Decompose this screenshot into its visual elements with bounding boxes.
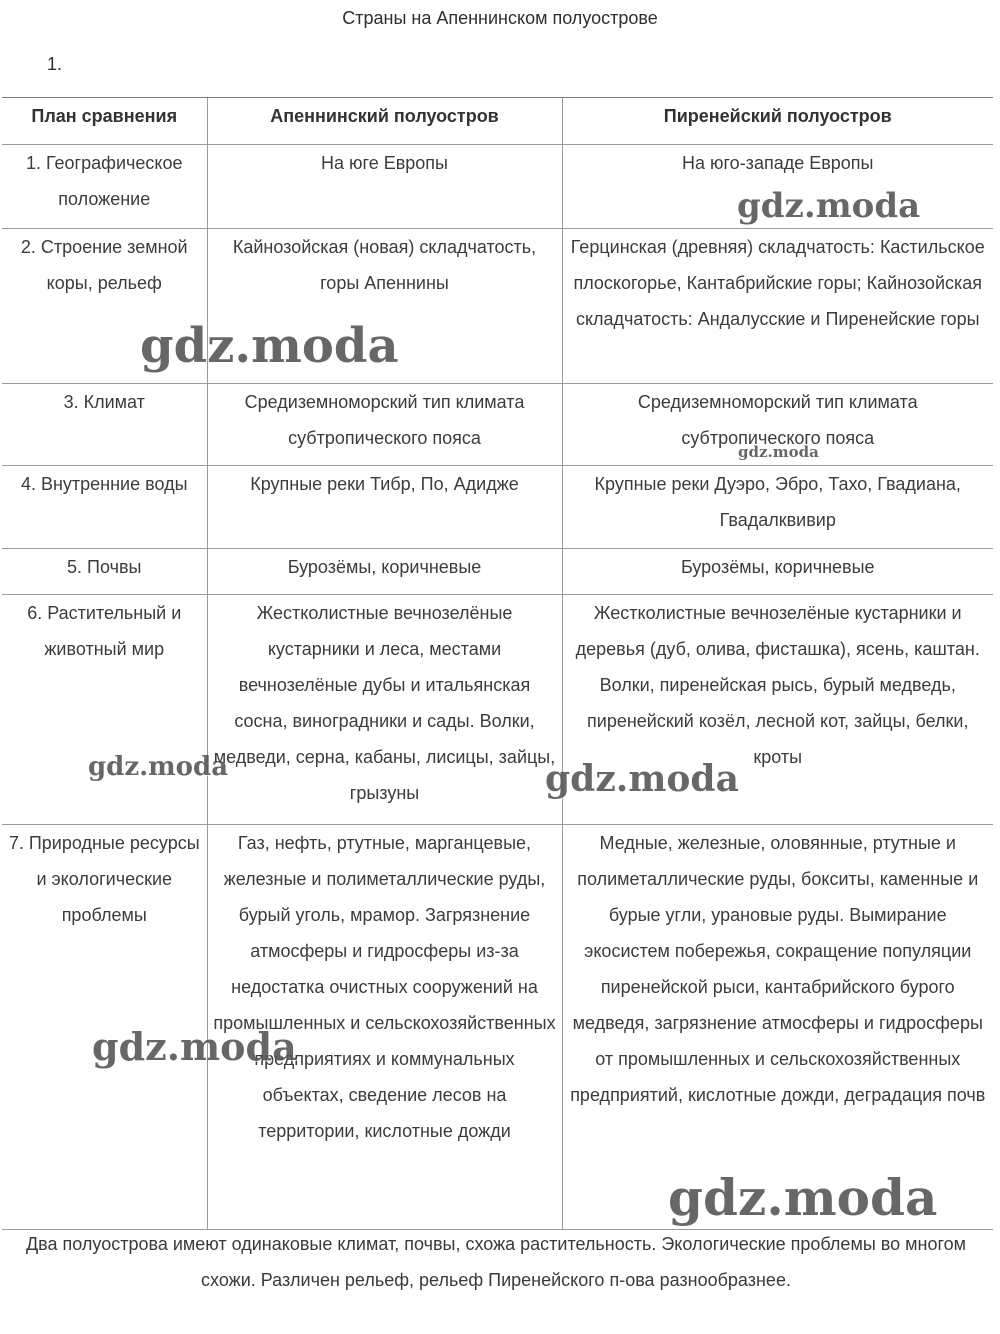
criterion-cell: 5. Почвы [2, 549, 207, 595]
iberian-cell: Жестколистные вечнозелёные кустарники и деревья (дуб, олива, фисташка), ясень, каштан. Волки, пиренейская рысь, бурый медведь, пиренейский козёл, лесной кот, зайцы, белки, кроты [562, 595, 993, 825]
column-header: Апеннинский полуостров [207, 98, 562, 145]
iberian-cell: Медные, железные, оловянные, ртутные и полиметаллические руды, бокситы, каменные и бурые угли, урановые руды. Вымирание экосистем побережья, сокращение популяции пиренейской рыси, кантабрийского бурого медведя, загрязнение атмосферы и гидросферы от промышленных и сельскохозяйственных предприятий, кислотные дожди, деградация почв [562, 825, 993, 1230]
iberian-cell: Крупные реки Дуэро, Эбро, Тахо, Гвадиана, Гвадалквивир [562, 466, 993, 549]
watermark: gdz.moda [668, 1168, 938, 1227]
watermark: gdz.moda [738, 443, 819, 461]
page-title: Страны на Апеннинском полуострове [342, 8, 658, 28]
criterion-cell: 4. Внутренние воды [2, 466, 207, 549]
column-header: План сравнения [2, 98, 207, 145]
criterion-cell: 2. Строение земной коры, рельеф [2, 229, 207, 384]
criterion-cell: 6. Растительный и животный мир [2, 595, 207, 825]
apennine-cell: Крупные реки Тибр, По, Адидже [207, 466, 562, 549]
iberian-cell: Средиземноморский тип климата субтропического пояса [562, 384, 993, 466]
apennine-cell: На юге Европы [207, 145, 562, 229]
table-row [2, 595, 993, 825]
apennine-cell: Средиземноморский тип климата субтропического пояса [207, 384, 562, 466]
column-header: Пиренейский полуостров [562, 98, 993, 145]
apennine-cell: Кайнозойская (новая) складчатость, горы Апеннины [207, 229, 562, 384]
table-row [2, 466, 993, 549]
iberian-cell: Бурозёмы, коричневые [562, 549, 993, 595]
criterion-cell: 7. Природные ресурсы и экологические проблемы [2, 825, 207, 1230]
criterion-cell: 3. Климат [2, 384, 207, 466]
table-row [2, 549, 993, 595]
iberian-cell: Герцинская (древняя) складчатость: Кастильское плоскогорье, Кантабрийские горы; Кайнозойская складчатость: Андалусские и Пиренейские горы [562, 229, 993, 384]
watermark: gdz.moda [737, 186, 921, 226]
criterion-cell: 1. Географическое положение [2, 145, 207, 229]
watermark: gdz.moda [88, 752, 229, 782]
apennine-cell: Жестколистные вечнозелёные кустарники и леса, местами вечнозелёные дубы и итальянская сосна, виноградники и сады. Волки, медведи, серна, кабаны, лисицы, зайцы, грызуны [207, 595, 562, 825]
table-header-row [2, 98, 993, 145]
summary-text: Два полуострова имеют одинаковые климат, почвы, схожа растительность. Экологические проблемы во многом схожи. Различен рельеф, рельеф Пиренейского п-ова разнообразнее. [25, 1234, 967, 1290]
watermark: gdz.moda [140, 318, 399, 374]
watermark: gdz.moda [545, 758, 739, 800]
watermark: gdz.moda [92, 1024, 297, 1069]
apennine-cell: Газ, нефть, ртутные, марганцевые, железные и полиметаллические руды, бурый уголь, мрамор. Загрязнение атмосферы и гидросферы из-за недостатка очистных сооружений на промышленных и сельскохозяйственных предприятиях и коммунальных объектах, сведение лесов на территории, кислотные дожди [207, 825, 562, 1230]
table-row [2, 384, 993, 466]
apennine-cell: Бурозёмы, коричневые [207, 549, 562, 595]
iberian-cell: На юго-западе Европы [562, 145, 993, 229]
task-number: 1. [47, 54, 63, 74]
